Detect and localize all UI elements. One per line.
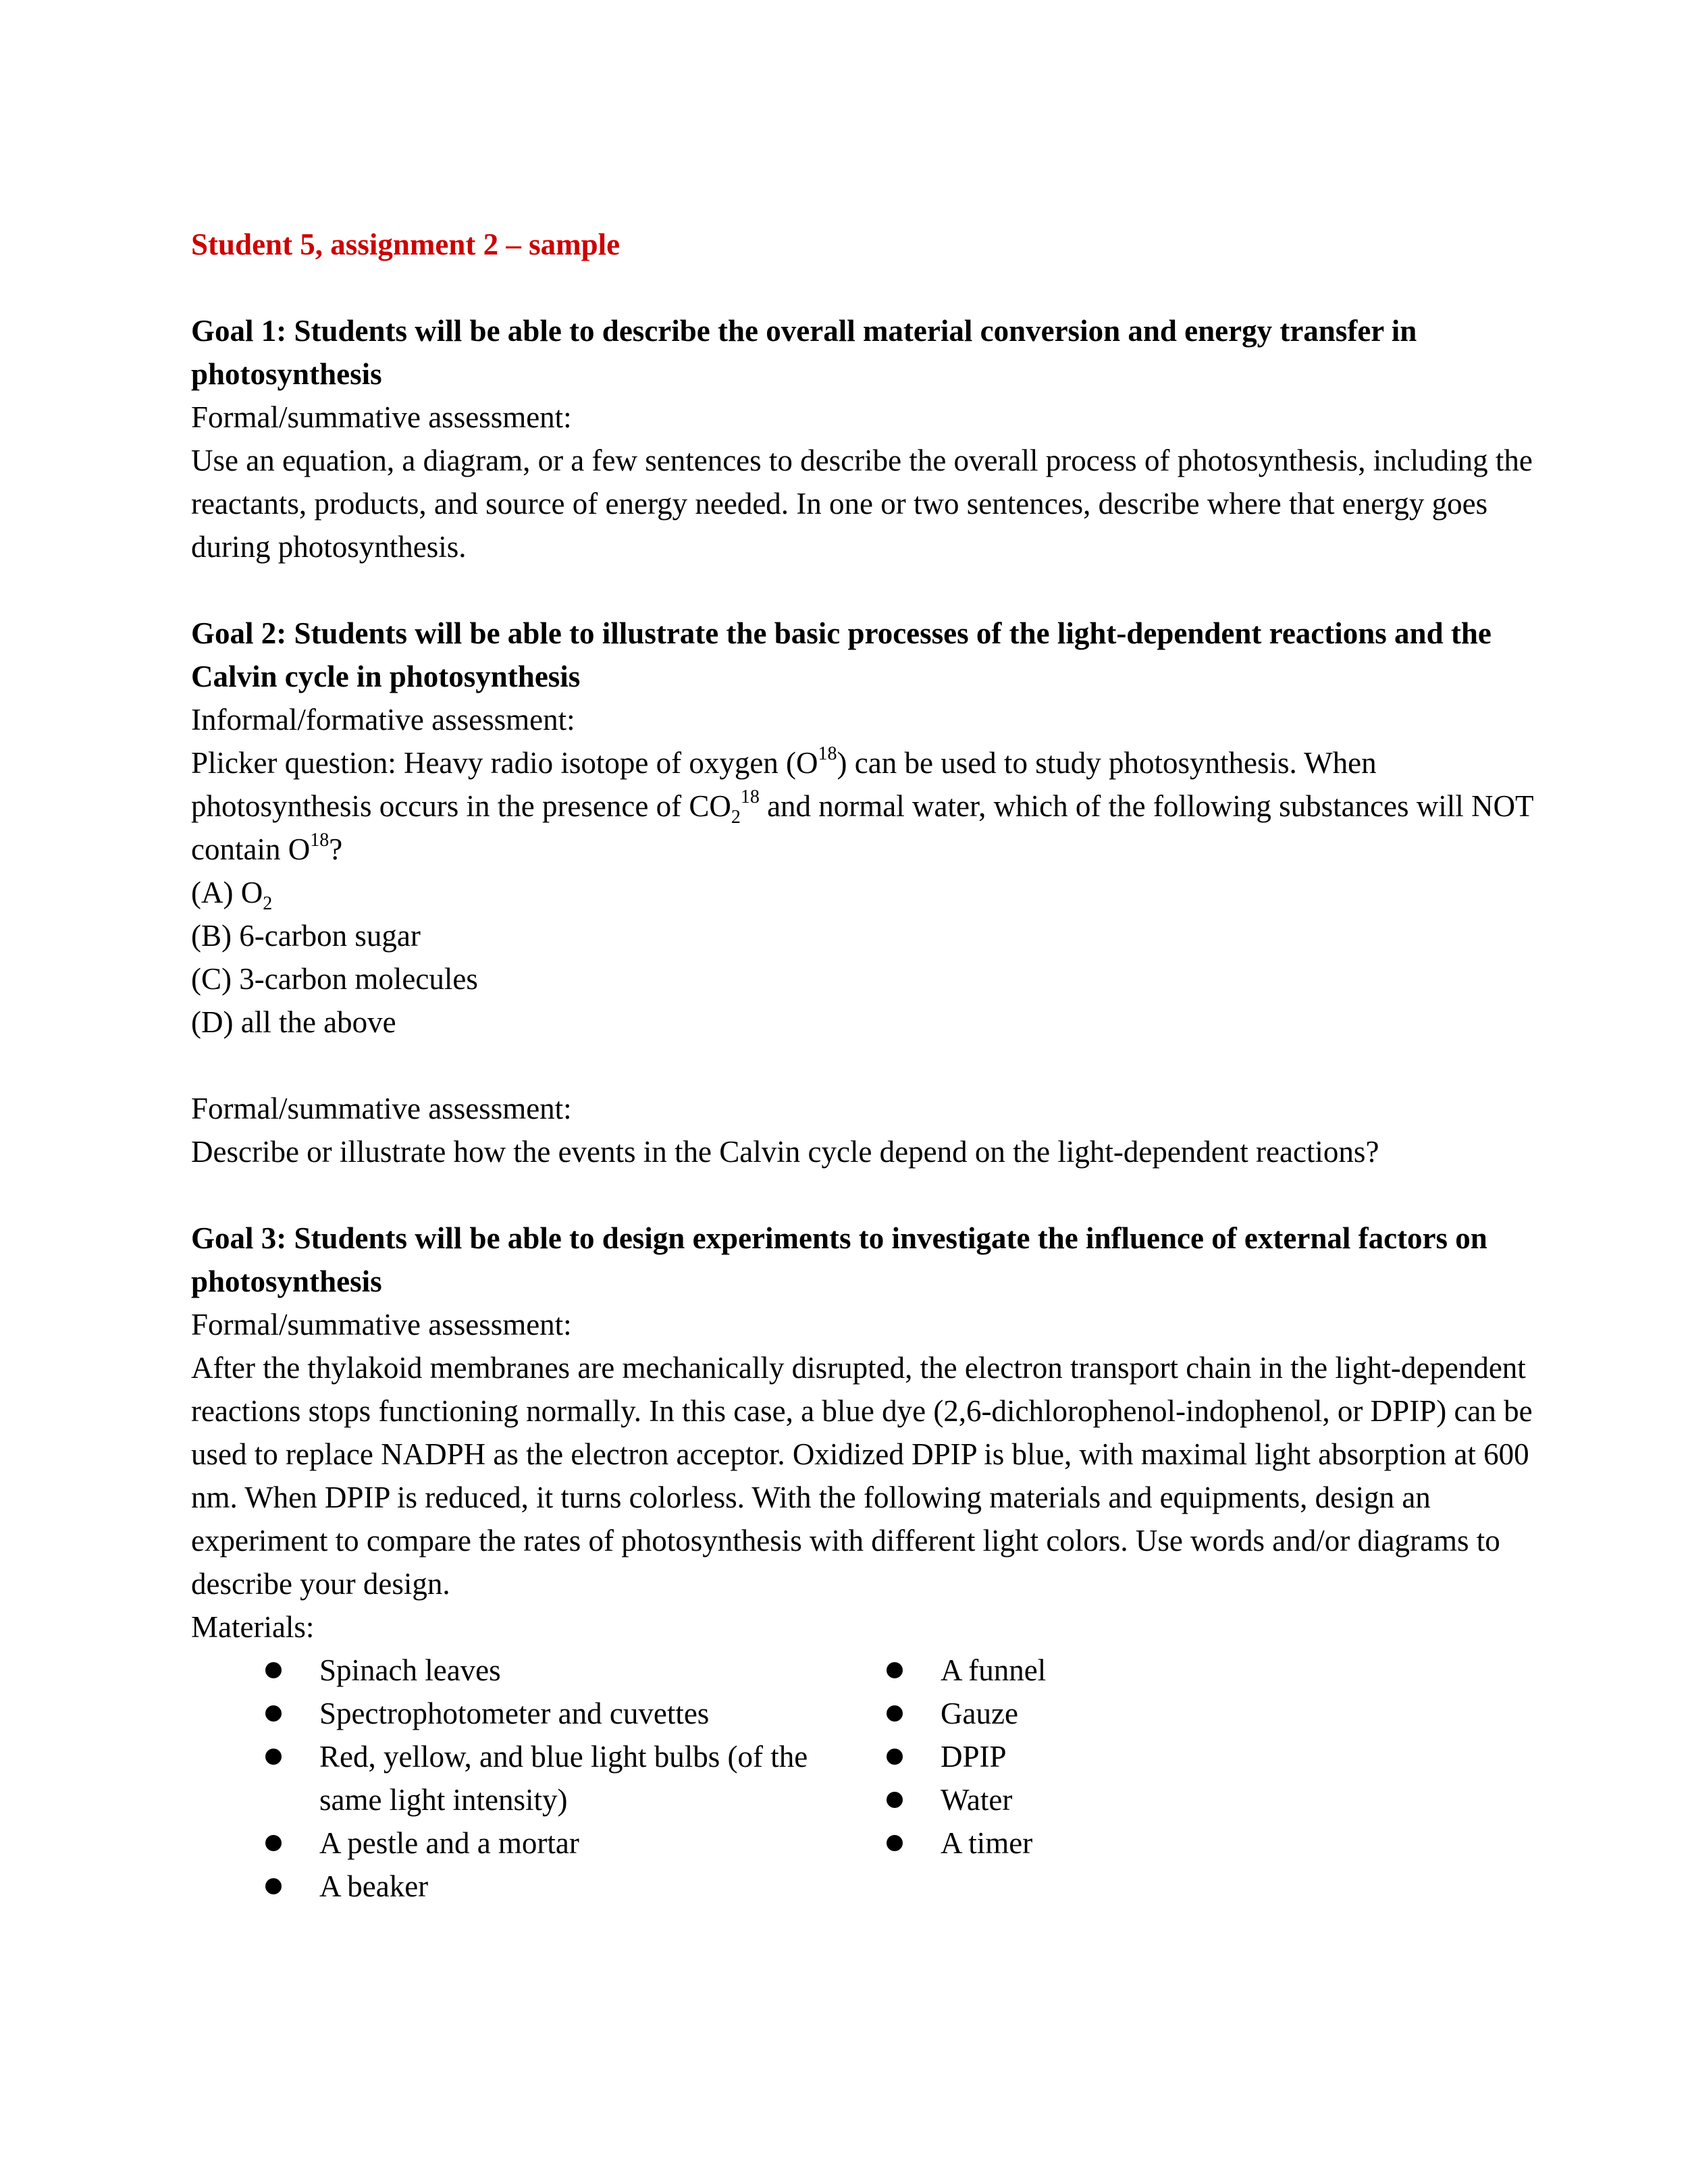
list-item <box>265 1865 819 1908</box>
list-item-text: Spinach leaves <box>319 1653 501 1687</box>
option-c: (C) 3-carbon molecules <box>191 962 478 996</box>
goal-2-heading: Goal 2: Students will be able to illustrate the basic processes of the light-dependent reactions and the Calvin cycle in photosynthesis <box>191 616 1492 693</box>
option-a <box>191 871 1535 914</box>
question-text: ? <box>329 832 343 866</box>
subscript: 2 <box>263 893 273 914</box>
list-item-text: A timer <box>941 1826 1033 1860</box>
goal-2-formal-label: Formal/summative assessment: <box>191 1092 572 1125</box>
bullet-icon <box>887 1705 903 1722</box>
bullet-icon <box>265 1662 282 1678</box>
goal-1-text: Use an equation, a diagram, or a few sentences to describe the overall process of photosynthesis, including the reactants, products, and source of energy needed. In one or two sentences, describe where that energy goes during photosynthesis. <box>191 444 1533 564</box>
goal-3-text: After the thylakoid membranes are mechanically disrupted, the electron transport chain in the light-dependent reactions stops functioning normally. In this case, a blue dye (2,6-dichlorophenol-indophenol, or DPIP) can be used to replace NADPH as the electron acceptor. Oxidized DPIP is blue, with maximal light absorption at 600 nm. When DPIP is reduced, it turns colorless. With the following materials and equipments, design an experiment to compare the rates of photosynthesis with different light colors. Use words and/or diagrams to describe your design. <box>191 1351 1533 1601</box>
bullet-icon <box>887 1835 903 1851</box>
list-item-text: A beaker <box>319 1869 429 1903</box>
list-item <box>887 1821 1359 1865</box>
subscript: 2 <box>731 807 741 828</box>
option-a-text: (A) O <box>191 876 263 909</box>
goal-3-heading: Goal 3: Students will be able to design experiments to investigate the influence of external factors on photosynthesis <box>191 1221 1487 1298</box>
list-item <box>265 1649 819 1692</box>
list-item-text: Water <box>941 1783 1013 1817</box>
bullet-icon <box>887 1792 903 1808</box>
spacer <box>191 568 1535 612</box>
bullet-icon <box>265 1878 282 1894</box>
list-item <box>887 1735 1359 1778</box>
materials-left-column <box>265 1649 819 1908</box>
document-title: Student 5, assignment 2 – sample <box>191 228 621 261</box>
question-text: and normal water, which of the following substances will NOT contain O <box>191 789 1533 866</box>
option-b: (B) 6-carbon sugar <box>191 919 421 953</box>
list-item <box>887 1649 1359 1692</box>
list-item <box>265 1821 819 1865</box>
bullet-icon <box>265 1835 282 1851</box>
list-item-text: Spectrophotometer and cuvettes <box>319 1697 710 1730</box>
materials-label: Materials: <box>191 1610 315 1644</box>
spacer <box>191 266 1535 309</box>
goal-2-informal-label: Informal/formative assessment: <box>191 703 575 737</box>
bullet-icon <box>265 1705 282 1722</box>
question-text: ) can be used to study photosynthesis. When photosynthesis occurs in the presence of CO <box>191 746 1377 823</box>
bullet-icon <box>887 1749 903 1765</box>
goal-3-assessment-label: Formal/summative assessment: <box>191 1308 572 1341</box>
materials-list <box>191 1649 1535 1908</box>
list-item-text: Red, yellow, and blue light bulbs (of the same light intensity) <box>319 1740 808 1817</box>
spacer <box>191 1173 1535 1217</box>
superscript: 18 <box>818 743 837 764</box>
list-item-text: A funnel <box>941 1653 1047 1687</box>
list-item <box>887 1778 1359 1821</box>
list-item-text: A pestle and a mortar <box>319 1826 579 1860</box>
list-item-text: DPIP <box>941 1740 1007 1774</box>
list-item <box>265 1692 819 1735</box>
goal-2-question <box>191 741 1535 871</box>
goal-2-formal-text: Describe or illustrate how the events in the Calvin cycle depend on the light-dependent reactions? <box>191 1135 1379 1169</box>
goal-1-assessment-label: Formal/summative assessment: <box>191 400 572 434</box>
bullet-icon <box>887 1662 903 1678</box>
goal-1-heading: Goal 1: Students will be able to describe the overall material conversion and energy transfer in photosynthesis <box>191 314 1417 391</box>
list-item <box>265 1735 819 1821</box>
list-item-text: Gauze <box>941 1697 1018 1730</box>
option-d: (D) all the above <box>191 1005 396 1039</box>
list-item <box>887 1692 1359 1735</box>
superscript: 18 <box>740 787 760 807</box>
materials-right-column <box>887 1649 1359 1865</box>
document-page <box>191 223 1535 1908</box>
superscript: 18 <box>310 830 329 851</box>
spacer <box>191 1044 1535 1087</box>
question-text: Plicker question: Heavy radio isotope of oxygen (O <box>191 746 818 780</box>
bullet-icon <box>265 1749 282 1765</box>
